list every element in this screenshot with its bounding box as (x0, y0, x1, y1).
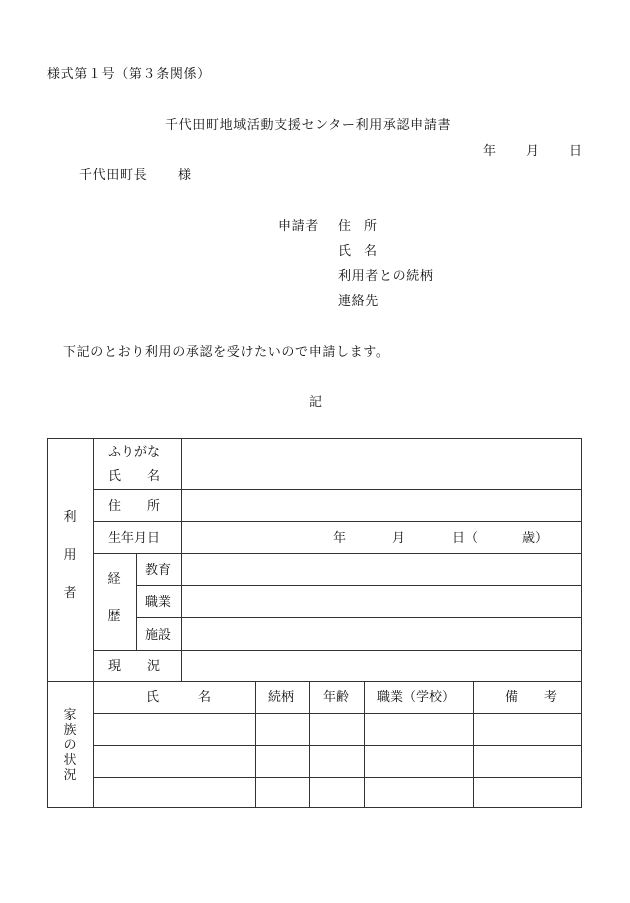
occupation-label: 職業 (145, 595, 172, 610)
addressee-honorific: 様 (178, 168, 192, 183)
date-day: 日 (569, 144, 583, 159)
family-header-relation: 続柄 (268, 690, 295, 705)
education-label: 教育 (145, 563, 172, 578)
birth-day-label: 日（ (452, 531, 479, 546)
family-header-remarks: 備 考 (505, 690, 558, 705)
family-section-label: 家 族 の 状 況 (63, 708, 77, 783)
birthdate-label: 生年月日 (108, 531, 161, 546)
date-month: 月 (526, 144, 540, 159)
ki-heading: 記 (309, 395, 323, 410)
user-name-label: 氏 名 (108, 469, 161, 484)
family-header-age: 年齢 (323, 690, 350, 705)
addressee-name: 千代田町長 (79, 168, 148, 183)
request-text: 下記のとおり利用の承認を受けたいので申請します。 (63, 345, 390, 360)
applicant-name-label: 氏 名 (338, 244, 378, 259)
form-title: 千代田町地域活動支援センター利用承認申請書 (165, 118, 452, 133)
family-header-name: 氏 名 (146, 690, 212, 705)
applicant-address-label: 住 所 (338, 219, 378, 234)
current-status-label: 現 況 (108, 659, 161, 674)
birth-year-label: 年 (333, 531, 347, 546)
user-section-label: 利 用 者 (63, 510, 77, 601)
facility-label: 施設 (145, 628, 172, 643)
date-year: 年 (483, 144, 497, 159)
user-address-label: 住 所 (108, 499, 161, 514)
applicant-label: 申請者 (278, 219, 319, 234)
form-number: 様式第１号（第３条関係） (47, 67, 211, 82)
furigana-label: ふりがな (108, 445, 161, 460)
family-header-job: 職業（学校） (377, 690, 456, 705)
applicant-contact-label: 連絡先 (338, 294, 379, 309)
application-table (47, 438, 582, 808)
applicant-relation-label: 利用者との続柄 (338, 269, 434, 284)
birth-age-label: 歳） (522, 531, 549, 546)
birth-month-label: 月 (392, 531, 406, 546)
career-label: 経 歴 (107, 572, 121, 624)
